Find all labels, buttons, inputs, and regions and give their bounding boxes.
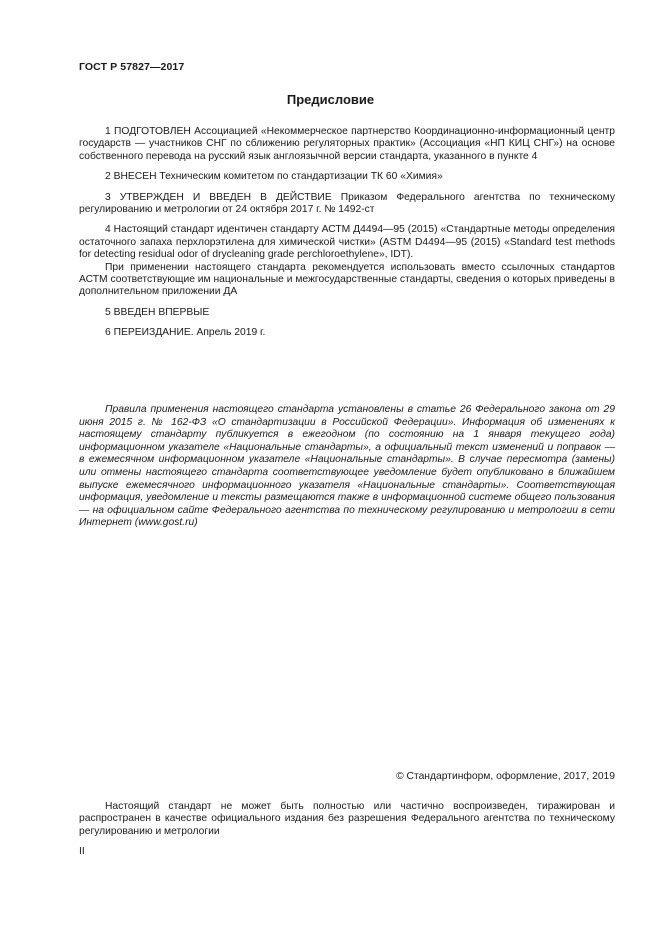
page-number: II bbox=[79, 846, 85, 857]
standard-code-header: ГОСТ Р 57827—2017 bbox=[79, 61, 185, 73]
preface-body bbox=[79, 126, 615, 340]
reproduction-notice: Настоящий стандарт не может быть полностью или частично воспроизведен, тиражирован и распространен в качестве официального издания без разрешения Федерального агентства по техническому регулированию и метрологии bbox=[79, 801, 615, 837]
preface-item-6: 6 ПЕРЕИЗДАНИЕ. Апрель 2019 г. bbox=[105, 327, 266, 339]
preface-item-4: 4 Настоящий стандарт идентичен стандарту АСТМ Д4494—95 (2015) «Стандартные методы определения остаточного запаха перхлорэтилена для химической чистки» (ASTM D4494—95 (2015) «Standard test methods for detecting residual odor of drycleaning grade perchloroethylene», IDT). bbox=[79, 224, 615, 261]
page-title: Предисловие bbox=[286, 92, 375, 107]
copyright-line: © Стандартинформ, оформление, 2017, 2019 bbox=[396, 771, 615, 782]
rules-notice: Правила применения настоящего стандарта установлены в статье 26 Федерального закона от 29 июня 2015 г. № 162-ФЗ «О стандартизации в Российской Федерации». Информация об изменениях к настоящему стандарту публикуется в ежегодном (по состоянию на 1 января текущего года) информационном указателе «Национальные стандарты», а официальный текст изменений и поправок — в ежемесячном информационном указателе «Национальные стандарты». В случае пересмотра (замены) или отмены настоящего стандарта соответствующее уведомление будет опубликовано в ближайшем выпуске ежемесячного информационного указателя «Национальные стандарты». Соответствующая информация, уведомление и тексты размещаются также в информационной системе общего пользования — на официальном сайте Федерального агентства по техническому регулированию и метрологии в сети Интернет (www.gost.ru) bbox=[79, 404, 615, 529]
preface-item-4-note: При применении настоящего стандарта рекомендуется использовать вместо ссылочных стандартов АСТМ соответствующие им национальные и межгосударственные стандарты, сведения о которых приведены в дополнительном приложении ДА bbox=[79, 261, 615, 298]
preface-item-3: 3 УТВЕРЖДЕН И ВВЕДЕН В ДЕЙСТВИЕ Приказом Федерального агентства по техническому регулированию и метрологии от 24 октября 2017 г. № 1492-ст bbox=[79, 191, 615, 216]
preface-item-1: 1 ПОДГОТОВЛЕН Ассоциацией «Некоммерческое партнерство Координационно-информационный центр государств — участников СНГ по сближению регуляторных практик» (Ассоциация «НП КИЦ СНГ») на основе собственного перевода на русский язык англоязычной версии стандарта, указанного в пункте 4 bbox=[79, 126, 615, 162]
preface-item-5: 5 ВВЕДЕН ВПЕРВЫЕ bbox=[105, 306, 210, 318]
preface-item-2: 2 ВНЕСЕН Техническим комитетом по стандартизации ТК 60 «Химия» bbox=[105, 171, 443, 183]
